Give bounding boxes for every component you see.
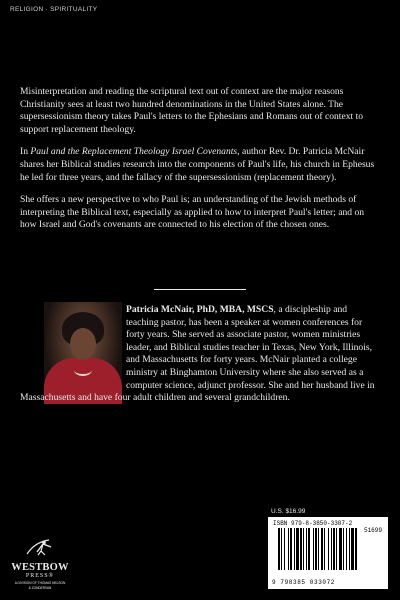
section-divider bbox=[154, 289, 246, 290]
isbn-barcode-box bbox=[268, 517, 388, 589]
back-cover-description bbox=[20, 86, 380, 242]
description-paragraph-3: She offers a new perspective to who Paul is; an understanding of the Jewish methods of interpreting the Biblical text, especially as applied to how to interpret Paul's letter; and on how Israel and God's covenants are connected to his election of the chosen ones. bbox=[20, 194, 365, 231]
barcode-icon bbox=[278, 528, 380, 570]
publisher-logo bbox=[8, 538, 72, 590]
publisher-brand: WESTBOW bbox=[11, 562, 69, 573]
publisher-press: PRESS® bbox=[25, 573, 55, 579]
book-title: Paul and the Replacement Theology Israel Covenants bbox=[30, 146, 238, 158]
author-name: Patricia McNair, PhD, MBA, MSCS bbox=[126, 304, 274, 315]
price-label: U.S. $16.99 bbox=[271, 508, 306, 515]
paragraph-2-rest: , author Rev. Dr. Patricia McNair shares her Biblical studies research into the components of Paul's life, his church in Ephesus he led for three years, and the fallacy of the supersessionism (replacement theory). bbox=[20, 146, 375, 183]
barcode-number: 9 798385 033072 bbox=[272, 579, 336, 586]
supplement-code: 51699 bbox=[363, 527, 382, 534]
author-bio-text: , a discipleship and teaching pastor, has been a speaker at women conferences for forty years. She served as associate pastor, women ministries leader, and Biblical studies teacher in Texas, New York, Illinois, and Massachusetts for forty years. McNair planted a college ministry at Binghamton University where she also served as a computer science, adjunct professor. She and her husband live in Massachusetts and have four adult children and several grandchildren. bbox=[20, 304, 375, 404]
description-paragraph-2 bbox=[20, 146, 380, 184]
description-paragraph-1: Misinterpretation and reading the scriptural text out of context are the major reasons Christianity sees at least two hundred denominations in the United States alone. The supersessionism theory takes Paul's letters to the Ephesians and Romans out of context to support replacement theology. bbox=[20, 86, 364, 135]
publisher-division-1: A DIVISION OF THOMAS NELSON bbox=[14, 581, 66, 585]
publisher-division-2: & ZONDERVAN bbox=[28, 586, 52, 590]
isbn-text: ISBN 979-8-3850-3307-2 bbox=[273, 520, 353, 527]
author-bio bbox=[20, 304, 380, 405]
westbow-archer-icon bbox=[23, 538, 57, 556]
paragraph-2-prefix: In bbox=[20, 146, 31, 158]
category-label: RELIGION · SPIRITUALITY bbox=[10, 6, 98, 13]
